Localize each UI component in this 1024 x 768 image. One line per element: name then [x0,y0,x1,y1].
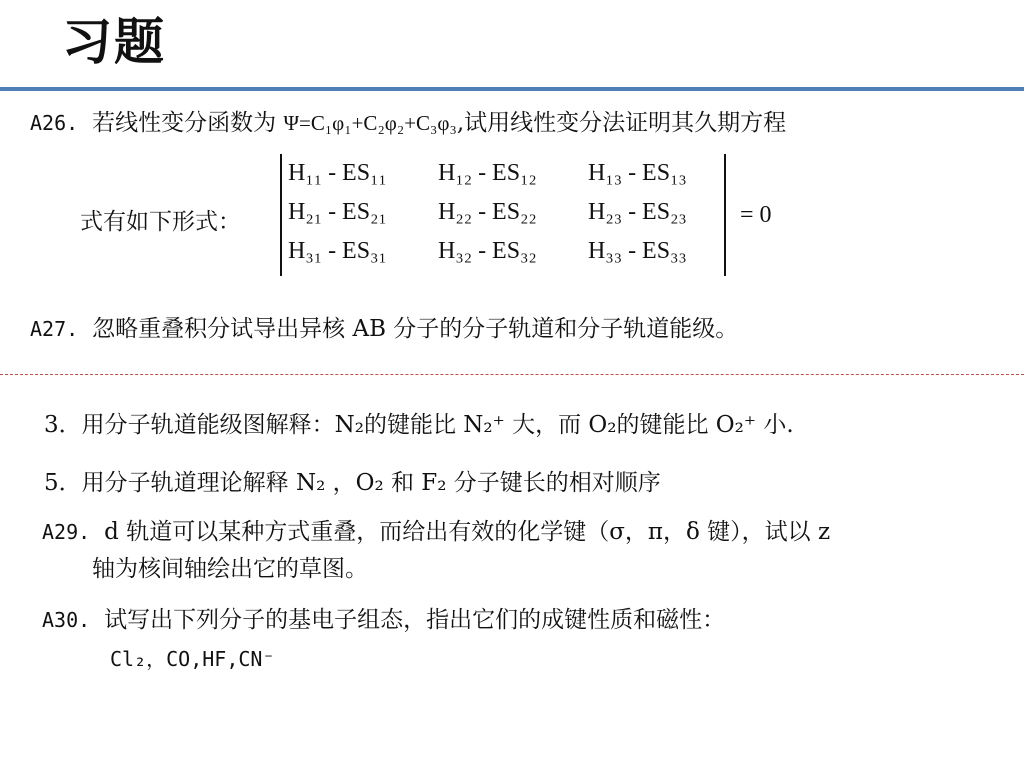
determinant-row [288,154,720,193]
secular-determinant [280,154,726,276]
problem-a30-text-line1: 试写出下列分子的基电子组态，指出它们的成键性质和磁性： [104,607,726,633]
problem-a29-continuation: 轴为核间轴绘出它的草图。 [92,556,368,582]
determinant-cell: H₃₃ - ES₃₃ [588,238,687,264]
problem-a30-number: A30. [42,608,91,632]
determinant-row [288,193,720,232]
problem-a29-number: A29. [42,520,91,544]
trial-function-formula: Ψ=C₁φ₁+C₂φ₂+C₃φ₃ [283,111,457,135]
determinant-cell: H₁₂ - ES₁₂ [438,160,537,186]
problem-a27-text: 忽略重叠积分试导出异核 AB 分子的分子轨道和分子轨道能级。 [92,316,739,342]
problem-a29 [42,517,830,547]
title-underline [0,87,1024,91]
problem-a27 [30,314,738,344]
problem-a26-text-after: ,试用线性变分法证明其久期方程 [456,110,787,136]
molecule-list: Cl₂，CO,HF,CN⁻ [110,647,275,671]
section-divider [0,374,1024,375]
determinant-cell: H₂₁ - ES₂₁ [288,199,387,225]
determinant-cell: H₁₃ - ES₁₃ [588,160,687,186]
problem-3 [44,410,794,440]
problem-3-text: 用分子轨道能级图解释：N₂的键能比 N₂⁺ 大，而 O₂的键能比 O₂⁺ 小. [81,412,794,438]
problem-a26 [30,108,786,138]
determinant-cell: H₃₁ - ES₃₁ [288,238,387,264]
determinant-cell: H₂₃ - ES₂₃ [588,199,687,225]
problem-a26-text-before: 若线性变分函数为 [92,110,277,136]
problem-5 [44,468,661,498]
determinant-cell: H₁₁ - ES₁₁ [288,160,387,186]
slide-title: 习题 [62,13,166,71]
problem-a26-number: A26. [30,111,79,135]
problem-a27-number: A27. [30,317,79,341]
problem-5-number: 5． [44,470,82,496]
determinant-cell: H₂₂ - ES₂₂ [438,199,537,225]
determinant-row [288,232,720,271]
problem-3-number: 3． [44,412,82,438]
problem-a29-text-line1: d 轨道可以某种方式重叠，而给出有效的化学键（σ，π，δ 键），试以 z [104,519,831,545]
problem-a30 [42,605,725,635]
determinant-label: 式有如下形式： [80,209,241,235]
determinant-cell: H₃₂ - ES₃₂ [438,238,537,264]
determinant-equals-zero: = 0 [740,202,772,228]
problem-5-text: 用分子轨道理论解释 N₂ ，O₂ 和 F₂ 分子键长的相对顺序 [81,470,661,496]
